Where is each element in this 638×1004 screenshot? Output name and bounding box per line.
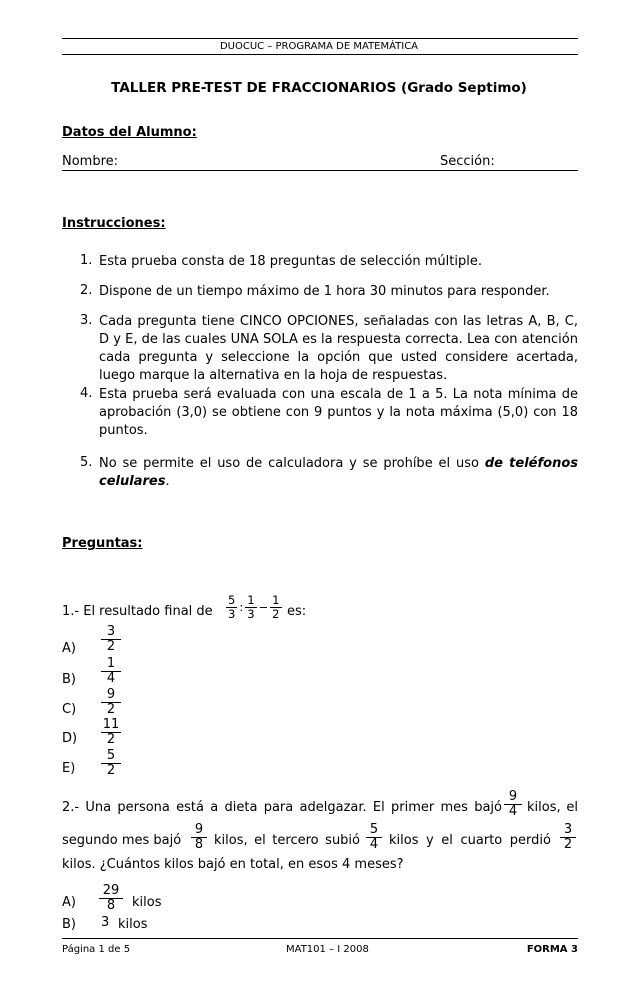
denominator: 8 [106, 898, 116, 913]
numerator: 3 [101, 625, 121, 640]
q1-prefix: 1.- El resultado final de [62, 604, 213, 619]
option-letter: C) [62, 702, 77, 717]
q2-line2-start: segundo mes bajó [62, 833, 182, 848]
minus-operator: − [258, 600, 269, 615]
divide-operator: : [239, 600, 244, 615]
numerator: 5 [101, 749, 121, 764]
denominator: 2 [563, 837, 573, 852]
instruction-number: 2. [80, 283, 93, 298]
instruction-text [99, 455, 578, 491]
footer-course: MAT101 – I 2008 [286, 944, 369, 955]
denominator: 2 [106, 639, 116, 654]
instruction-text: Cada pregunta tiene CINCO OPCIONES, señaladas con las letras A, B, C, D y E, de las cuales UNA SOLA es la respuesta correcta. Lea con atención cada pregunta y seleccione la opción que usted considere acertada, luego marque la alternativa en la hoja de respuestas. [99, 314, 578, 383]
option-letter: B) [62, 672, 76, 687]
numerator: 5 [366, 823, 382, 838]
q1-frac-c [270, 594, 281, 620]
q2-fraction-3 [366, 823, 382, 852]
q2-fraction-1 [504, 790, 522, 819]
denominator: 2 [106, 702, 116, 717]
option-letter: D) [62, 731, 78, 746]
option-value: 3 [101, 915, 110, 930]
instruction-text-before: No se permite el uso de calculadora y se prohíbe el uso [99, 456, 485, 471]
instruction-text: Esta prueba será evaluada con una escala de 1 a 5. La nota mínima de aprobación (3,0) se obtiene con 9 puntos y la nota máxima (5,0) con 18 puntos. [99, 387, 578, 438]
q2-line3: kilos. ¿Cuántos kilos bajó en total, en esos 4 meses? [62, 857, 404, 872]
numerator: 3 [560, 823, 576, 838]
q2-fraction-4 [560, 823, 576, 852]
header-bottom-rule [62, 54, 578, 55]
student-heading: Datos del Alumno: [62, 125, 197, 140]
option-unit: kilos [132, 895, 162, 910]
q2-fraction-2 [191, 823, 207, 852]
footer-rule [62, 938, 578, 939]
option-fraction [101, 657, 121, 686]
numerator: 11 [102, 717, 120, 732]
numerator: 9 [101, 688, 121, 703]
denominator: 3 [247, 606, 255, 621]
instructions-heading: Instrucciones: [62, 216, 166, 231]
option-letter: B) [62, 917, 76, 932]
instruction-number: 5. [80, 455, 93, 470]
q1-expression [226, 594, 282, 620]
option-letter: E) [62, 761, 76, 776]
option-unit: kilos [118, 917, 148, 932]
instruction-number: 4. [80, 386, 93, 401]
denominator: 4 [369, 837, 379, 852]
q2-line1: 2.- Una persona está a dieta para adelgazar. El primer mes bajó [62, 800, 502, 815]
name-label: Nombre: [62, 154, 119, 169]
numerator: 9 [191, 823, 207, 838]
option-fraction [101, 749, 121, 778]
denominator: 2 [106, 732, 116, 747]
questions-heading: Preguntas: [62, 536, 143, 551]
denominator: 4 [106, 671, 116, 686]
q1-frac-b [245, 594, 256, 620]
q2-line2-end: kilos y el cuarto perdió [389, 833, 551, 848]
option-letter: A) [62, 641, 76, 656]
footer-form: FORMA 3 [526, 944, 578, 955]
numerator: 5 [228, 593, 236, 607]
numerator: 9 [504, 790, 522, 805]
numerator: 1 [101, 657, 121, 672]
footer-page: Página 1 de 5 [62, 944, 131, 955]
option-fraction [99, 884, 123, 913]
instruction-number: 1. [80, 253, 93, 268]
header-top-rule [62, 38, 578, 39]
option-letter: A) [62, 895, 76, 910]
numerator: 1 [247, 593, 255, 607]
instruction-number: 3. [80, 313, 93, 328]
instruction-emphasis: de teléfonos celulares [99, 456, 578, 489]
option-fraction [101, 718, 121, 747]
q1-frac-a [226, 594, 237, 620]
denominator: 8 [194, 837, 204, 852]
denominator: 4 [508, 804, 518, 819]
q2-line2-mid: kilos, el tercero subió [214, 833, 360, 848]
denominator: 3 [228, 606, 236, 621]
denominator: 2 [272, 606, 280, 621]
instruction-text: Esta prueba consta de 18 preguntas de selección múltiple. [99, 254, 482, 269]
option-fraction [101, 625, 121, 654]
option-fraction [101, 688, 121, 717]
numerator: 29 [99, 884, 123, 899]
denominator: 2 [106, 763, 116, 778]
instruction-text-after: . [165, 474, 170, 489]
student-rule [62, 170, 578, 171]
page-header: DUOCUC – PROGRAMA DE MATEMÁTICA [219, 41, 419, 52]
instruction-text: Dispone de un tiempo máximo de 1 hora 30 minutos para responder. [99, 284, 550, 299]
section-label: Sección: [440, 154, 495, 169]
q1-suffix: es: [287, 604, 307, 619]
page-title: TALLER PRE-TEST DE FRACCIONARIOS (Grado Septimo) [111, 80, 527, 96]
q2-line1-end: kilos, el [527, 800, 578, 815]
numerator: 1 [272, 593, 280, 607]
